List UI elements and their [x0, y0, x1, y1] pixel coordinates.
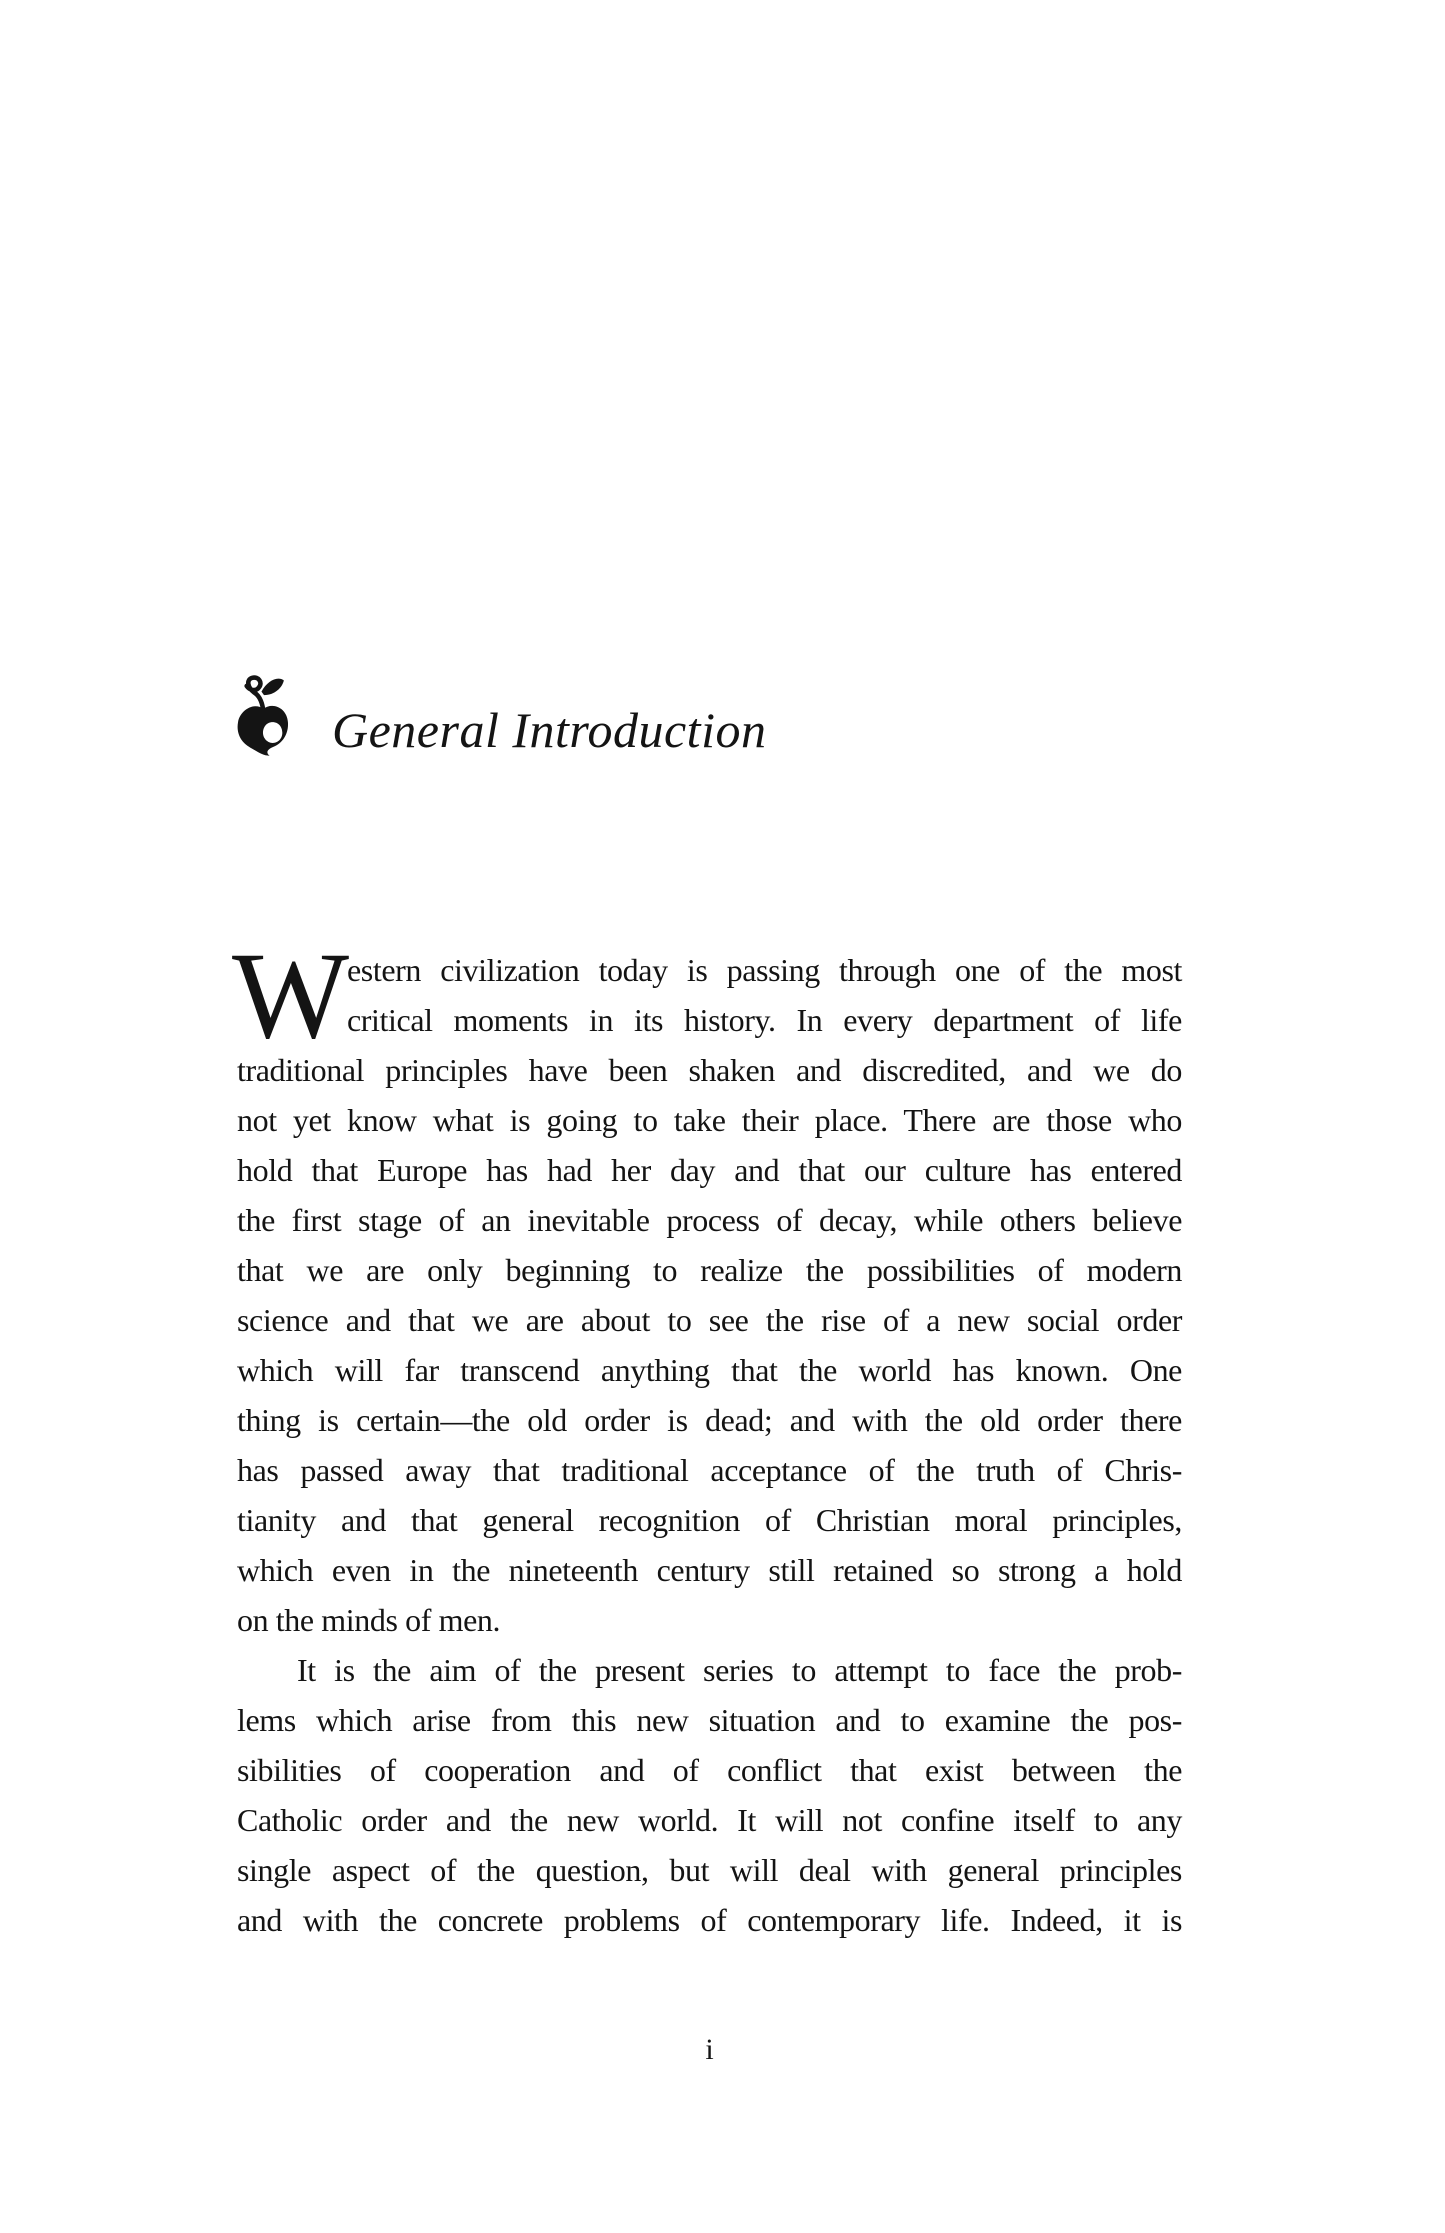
text-line-content: single aspect of the question, but will deal with general principles — [237, 1852, 1182, 1888]
drop-cap: W — [232, 927, 350, 1064]
text-line — [237, 1395, 1182, 1445]
text-line — [237, 1145, 1182, 1195]
text-line-content: which will far transcend anything that the world has known. One — [237, 1352, 1182, 1388]
opening-paragraph — [232, 927, 1182, 1645]
apple-fleuron-icon — [236, 674, 292, 758]
text-line-content: traditional principles have been shaken and discredited, and we do — [237, 1052, 1182, 1088]
text-line-content: sibilities of cooperation and of conflict that exist between the — [237, 1752, 1182, 1788]
text-line — [237, 1495, 1182, 1545]
text-line — [237, 1545, 1182, 1595]
text-line — [237, 1045, 1182, 1095]
text-line-content: critical moments in its history. In every department of life — [347, 1002, 1182, 1038]
text-line — [237, 1745, 1182, 1795]
text-line-content: Catholic order and the new world. It will not confine itself to any — [237, 1802, 1182, 1838]
text-line-content: hold that Europe has had her day and that our culture has entered — [237, 1152, 1182, 1188]
text-line-content: tianity and that general recognition of Christian moral principles, — [237, 1502, 1182, 1538]
text-line-content: and with the concrete problems of contemporary life. Indeed, it is — [237, 1902, 1182, 1938]
text-line — [237, 1345, 1182, 1395]
text-line — [237, 1095, 1182, 1145]
chapter-header — [236, 674, 766, 772]
text-line — [237, 1195, 1182, 1245]
text-line-content: not yet know what is going to take their place. There are those who — [237, 1102, 1182, 1138]
text-line-content: It is the aim of the present series to attempt to face the prob- — [297, 1652, 1182, 1688]
text-line-content: that we are only beginning to realize the possibilities of modern — [237, 1252, 1182, 1288]
text-line — [237, 1595, 1182, 1645]
body-text — [232, 927, 1182, 1945]
text-line — [237, 1645, 1182, 1695]
text-line-content: the first stage of an inevitable process of decay, while others believe — [237, 1202, 1182, 1238]
text-line — [237, 1445, 1182, 1495]
text-line-content: science and that we are about to see the rise of a new social order — [237, 1302, 1182, 1338]
text-line — [237, 1895, 1182, 1945]
text-line-content: on the minds of men. — [237, 1602, 501, 1638]
chapter-title: General Introduction — [332, 702, 767, 758]
text-line — [237, 1845, 1182, 1895]
page-number: i — [705, 2033, 714, 2066]
text-line-content: lems which arise from this new situation and to examine the pos- — [237, 1702, 1182, 1738]
text-line — [347, 945, 1182, 995]
text-line — [237, 1245, 1182, 1295]
text-line-content: estern civilization today is passing through one of the most — [347, 952, 1182, 988]
text-line — [237, 1295, 1182, 1345]
second-paragraph — [237, 1645, 1182, 1945]
text-line — [237, 1795, 1182, 1845]
text-line-content: thing is certain—the old order is dead; and with the old order there — [237, 1402, 1182, 1438]
text-line — [237, 1695, 1182, 1745]
text-line-content: which even in the nineteenth century still retained so strong a hold — [237, 1552, 1182, 1588]
text-line-content: has passed away that traditional acceptance of the truth of Chris- — [237, 1452, 1182, 1488]
text-line — [347, 995, 1182, 1045]
